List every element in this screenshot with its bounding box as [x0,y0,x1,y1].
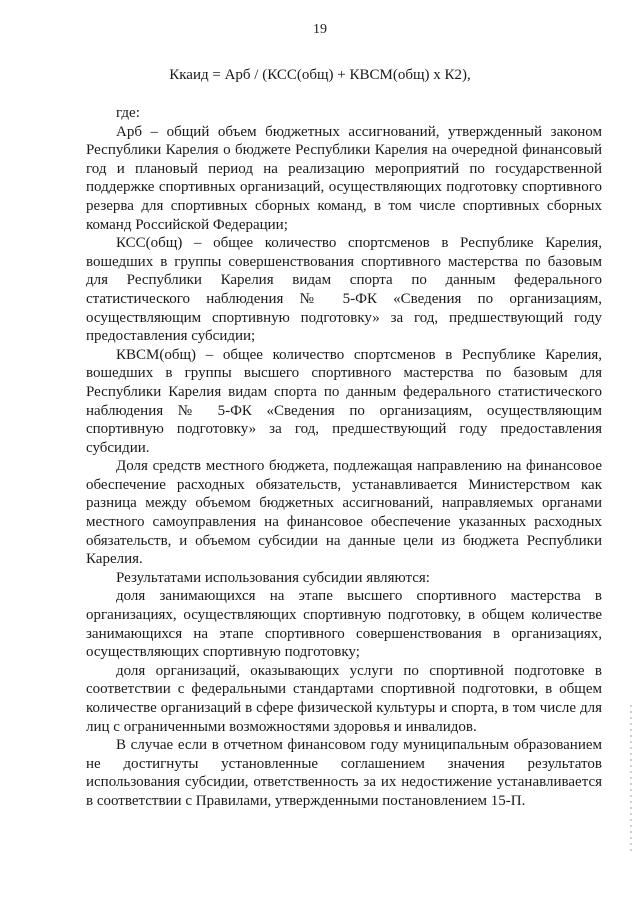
page-number: 19 [313,22,327,37]
paragraph-result-2: доля организаций, оказывающих услуги по спортивной подготовке в соответствии с федеральными стандартами спортивной подготовки, в общем количестве организаций в сфере физической культуры и спорта, в том числе для лиц с ограниченными возможностями здоровья и инвалидов. [86,662,602,735]
formula: Ккаид = Арб / (КСС(общ) + КВСМ(общ) х К2), [169,67,471,83]
paragraph-local-budget-share: Доля средств местного бюджета, подлежащая направлению на финансовое обеспечение расходных обязательств, устанавливается Министерством как разница между объемом бюджетных ассигнований, направляемых органами местного самоуправления на финансовое обеспечение указанных расходных обязательств, и объемом субсидии на данные цели из бюджета Республики Карелия. [86,458,602,568]
scan-margin-mark [630,705,632,855]
paragraph-result-1: доля занимающихся на этапе высшего спортивного мастерства в организациях, осуществляющих спортивную подготовку, в общем количестве занимающихся на этапе спортивного совершенствования в организациях, осуществляющих спортивную подготовку; [86,588,602,661]
paragraph-responsibility: В случае если в отчетном финансовом году муниципальным образованием не достигнуты установленные соглашением значения результатов использования субсидии, ответственность за их недостижение устанавливается в соответствии с Правилами, утвержденными постановлением 15-П. [86,737,602,809]
document-body [86,104,602,811]
paragraph-results-intro: Результатами использования субсидии являются: [116,569,430,586]
paragraph-arb: Арб – общий объем бюджетных ассигнований, утвержденный законом Республики Карелия о бюджете Республики Карелия на очередной финансовый год и плановый период на реализацию мероприятий по государственной поддержке спортивных организаций, осуществляющих подготовку спортивного резерва для спортивных сборных команд, в том числе спортивных сборных команд Российской Федерации; [86,123,602,233]
paragraph-kss: КСС(общ) – общее количество спортсменов в Республике Карелия, вошедших в группы совершенствования спортивного мастерства по базовым для Республики Карелия видам спорта по данным федерального статистического наблюдения № 5-ФК «Сведения по организациям, осуществляющим спортивную подготовку» за год, предшествующий году предоставления субсидии; [86,235,602,345]
where-label: где: [116,105,140,121]
paragraph-kvsm: КВСМ(общ) – общее количество спортсменов в Республике Карелия, вошедших в группы высшего спортивного мастерства по базовым для Республики Карелия видам спорта по данным федерального статистического наблюдения № 5-ФК «Сведения по организациям, осуществляющим спортивную подготовку» за год, предшествующий году предоставления субсидии. [86,346,602,456]
